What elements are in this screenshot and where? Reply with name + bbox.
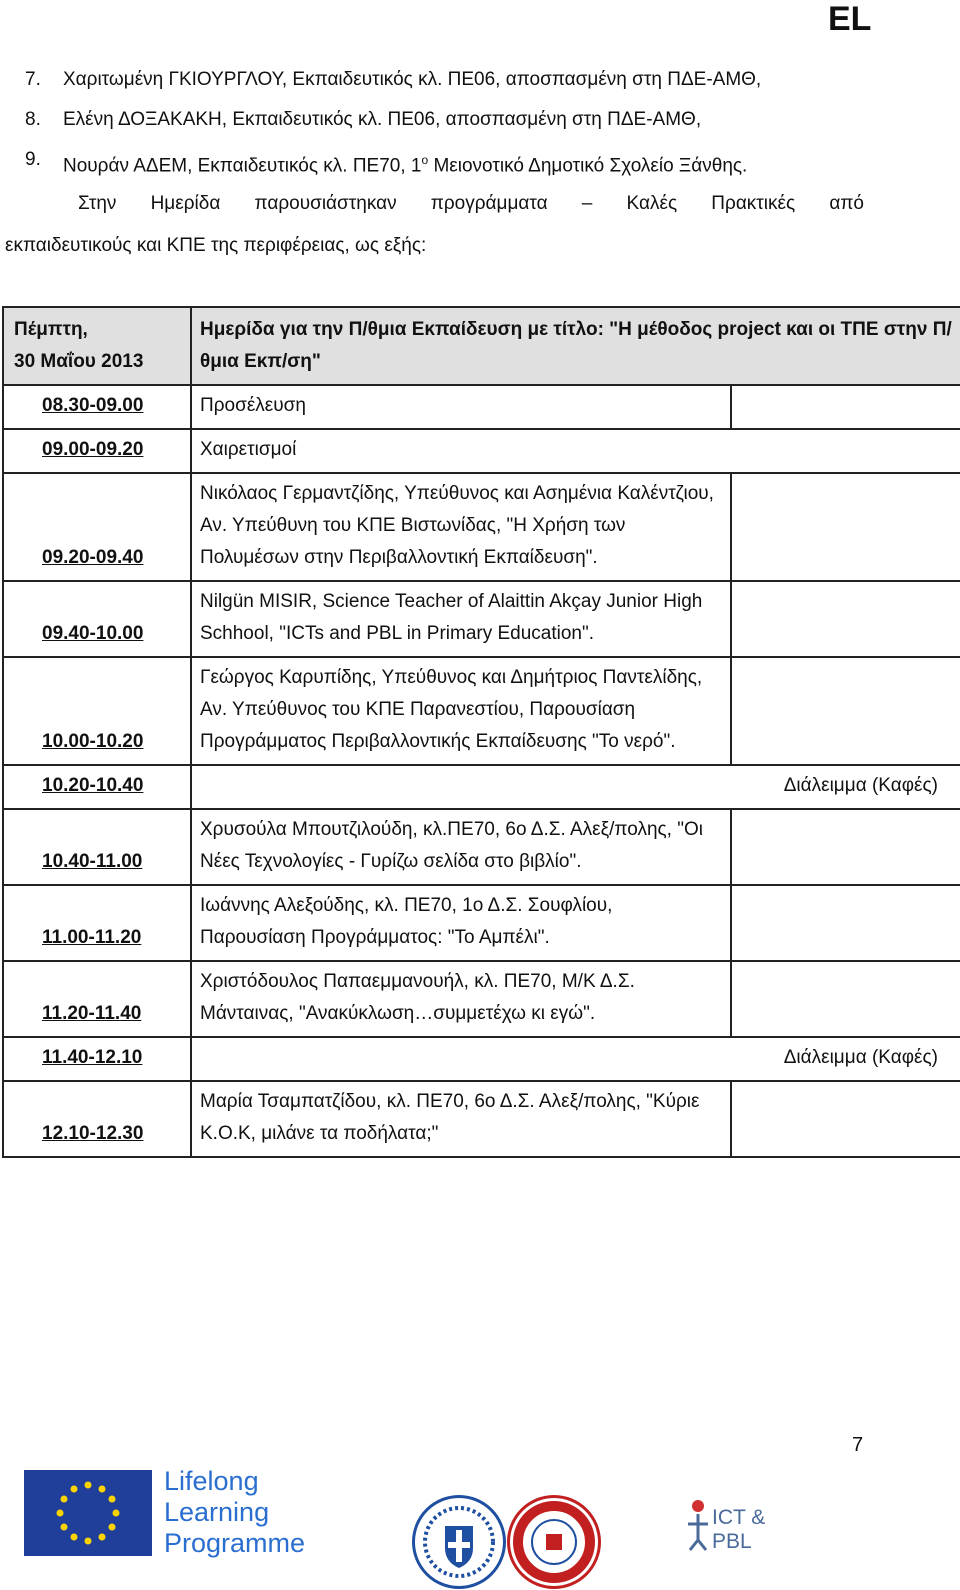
list-item bbox=[0, 144, 960, 184]
eu-flag-icon bbox=[24, 1470, 152, 1556]
llp-text-line: Lifelong bbox=[164, 1466, 259, 1496]
empty-cell bbox=[731, 473, 960, 581]
ict-logo-text: ICT & PBL bbox=[712, 1506, 766, 1553]
list-item-text: Χαριτωμένη ΓΚΙΟΥΡΓΛΟΥ, Εκπαιδευτικός κλ. ΠΕ06, αποσπασμένη στη ΠΔΕ-ΑΜΘ, bbox=[63, 69, 762, 90]
schedule-table bbox=[2, 306, 960, 1158]
time-slot: 09.00-09.20 bbox=[3, 429, 191, 473]
table-row bbox=[3, 429, 960, 473]
session-description: Nilgün MISIR, Science Teacher of Alaittin Akçay Junior High Schhool, "ICTs and PBL in Primary Education". bbox=[191, 581, 731, 657]
list-item-number: 9. bbox=[25, 149, 41, 170]
lifelong-learning-logo bbox=[24, 1466, 324, 1562]
time-slot: 10.00-10.20 bbox=[3, 657, 191, 765]
break-label: Διάλειμμα (Καφές) bbox=[191, 1037, 960, 1081]
time-slot: 09.20-09.40 bbox=[3, 473, 191, 581]
table-row bbox=[3, 1081, 960, 1157]
empty-cell bbox=[731, 885, 960, 961]
list-item-text-part: Μειονοτικό Δημοτικό Σχολείο Ξάνθης. bbox=[428, 155, 748, 177]
session-description: Γεώργος Καρυπίδης, Υπεύθυνος και Δημήτριος Παντελίδης, Αν. Υπεύθυνος του ΚΠΕ Παρανεστίου, Παρουσίαση Προγράμματος Περιβαλλοντικής Εκπαίδευσης "Το νερό". bbox=[191, 657, 731, 765]
table-row bbox=[3, 385, 960, 429]
llp-text-line: Learning bbox=[164, 1497, 270, 1527]
schedule-day: Πέμπτη, bbox=[14, 319, 88, 340]
time-slot: 09.40-10.00 bbox=[3, 581, 191, 657]
superscript: ο bbox=[421, 153, 429, 167]
page-number: 7 bbox=[852, 1434, 864, 1456]
llp-text bbox=[164, 1466, 305, 1559]
time-slot: 12.10-12.30 bbox=[3, 1081, 191, 1157]
schedule-title: Ημερίδα για την Π/θμια Εκπαίδευση με τίτλο: "Η μέθοδος project και οι ΤΠΕ στην Π/θμια Εκπ/ση" bbox=[191, 307, 960, 385]
session-description: Χρυσούλα Μπουτζιλούδη, κλ.ΠΕ70, 6ο Δ.Σ. Αλεξ/πολης, "Οι Νέες Τεχνολογίες - Γυρίζω σελίδα στο βιβλίο". bbox=[191, 809, 731, 885]
intro-text-line1: Στην Ημερίδα παρουσιάστηκαν προγράμματα – Καλές Πρακτικές από bbox=[78, 193, 864, 214]
list-item bbox=[0, 64, 960, 104]
list-item-text: Ελένη ΔΟΞΑΚΑΚΗ, Εκπαιδευτικός κλ. ΠΕ06, αποσπασμένη στη ΠΔΕ-ΑΜΘ, bbox=[63, 109, 702, 130]
table-row bbox=[3, 885, 960, 961]
session-description: Χαιρετισμοί bbox=[191, 429, 960, 473]
session-description: Ιωάννης Αλεξούδης, κλ. ΠΕ70, 1ο Δ.Σ. Σουφλίου, Παρουσίαση Προγράμματος: "Το Αμπέλι". bbox=[191, 885, 731, 961]
table-row bbox=[3, 1037, 960, 1081]
empty-cell bbox=[731, 809, 960, 885]
empty-cell bbox=[731, 1081, 960, 1157]
ict-figure-icon bbox=[684, 1496, 714, 1552]
list-item-text-part: Νουράν ΑΔΕΜ, Εκπαιδευτικός κλ. ΠΕ70, 1 bbox=[63, 155, 422, 177]
schedule-header-row bbox=[3, 307, 960, 385]
time-slot: 11.20-11.40 bbox=[3, 961, 191, 1037]
participant-list bbox=[0, 64, 960, 184]
school-seal-icon bbox=[507, 1495, 601, 1589]
session-description: Χριστόδουλος Παπαεμμανουήλ, κλ. ΠΕ70, Μ/Κ Δ.Σ. Μάνταινας, "Ανακύκλωση…συμμετέχω κι εγώ". bbox=[191, 961, 731, 1037]
empty-cell bbox=[731, 581, 960, 657]
llp-text-line: Programme bbox=[164, 1528, 306, 1558]
session-description: Νικόλαος Γερμαντζίδης, Υπεύθυνος και Ασημένια Καλέντζιου, Αν. Υπεύθυνη του ΚΠΕ Βιστωνίδας, "Η Χρήση των Πολυμέσων στην Περιβαλλοντική Εκπαίδευση". bbox=[191, 473, 731, 581]
schedule-date-cell bbox=[3, 307, 191, 385]
time-slot: 11.00-11.20 bbox=[3, 885, 191, 961]
list-item-number: 8. bbox=[25, 109, 41, 130]
list-item-text bbox=[63, 144, 747, 182]
language-tag: EL bbox=[828, 0, 872, 38]
empty-cell bbox=[731, 961, 960, 1037]
break-label: Διάλειμμα (Καφές) bbox=[191, 765, 960, 809]
session-description: Προσέλευση bbox=[191, 385, 731, 429]
intro-text-line2: εκπαιδευτικούς και ΚΠΕ της περιφέρειας, ως εξής: bbox=[5, 235, 427, 256]
schedule-date: 30 Μαΐου 2013 bbox=[14, 351, 144, 372]
list-item bbox=[0, 104, 960, 144]
time-slot: 08.30-09.00 bbox=[3, 385, 191, 429]
time-slot: 10.20-10.40 bbox=[3, 765, 191, 809]
table-row bbox=[3, 961, 960, 1037]
table-row bbox=[3, 809, 960, 885]
table-row bbox=[3, 581, 960, 657]
table-row bbox=[3, 473, 960, 581]
time-slot: 10.40-11.00 bbox=[3, 809, 191, 885]
table-row bbox=[3, 657, 960, 765]
ict-pbl-logo bbox=[684, 1496, 794, 1552]
time-slot: 11.40-12.10 bbox=[3, 1037, 191, 1081]
table-row bbox=[3, 765, 960, 809]
empty-cell bbox=[731, 385, 960, 429]
session-description: Μαρία Τσαμπατζίδου, κλ. ΠΕ70, 6ο Δ.Σ. Αλεξ/πολης, "Κύριε Κ.Ο.Κ, μιλάνε τα ποδήλατα;" bbox=[191, 1081, 731, 1157]
greek-emblem-icon bbox=[412, 1495, 506, 1589]
list-item-number: 7. bbox=[25, 69, 41, 90]
empty-cell bbox=[731, 657, 960, 765]
